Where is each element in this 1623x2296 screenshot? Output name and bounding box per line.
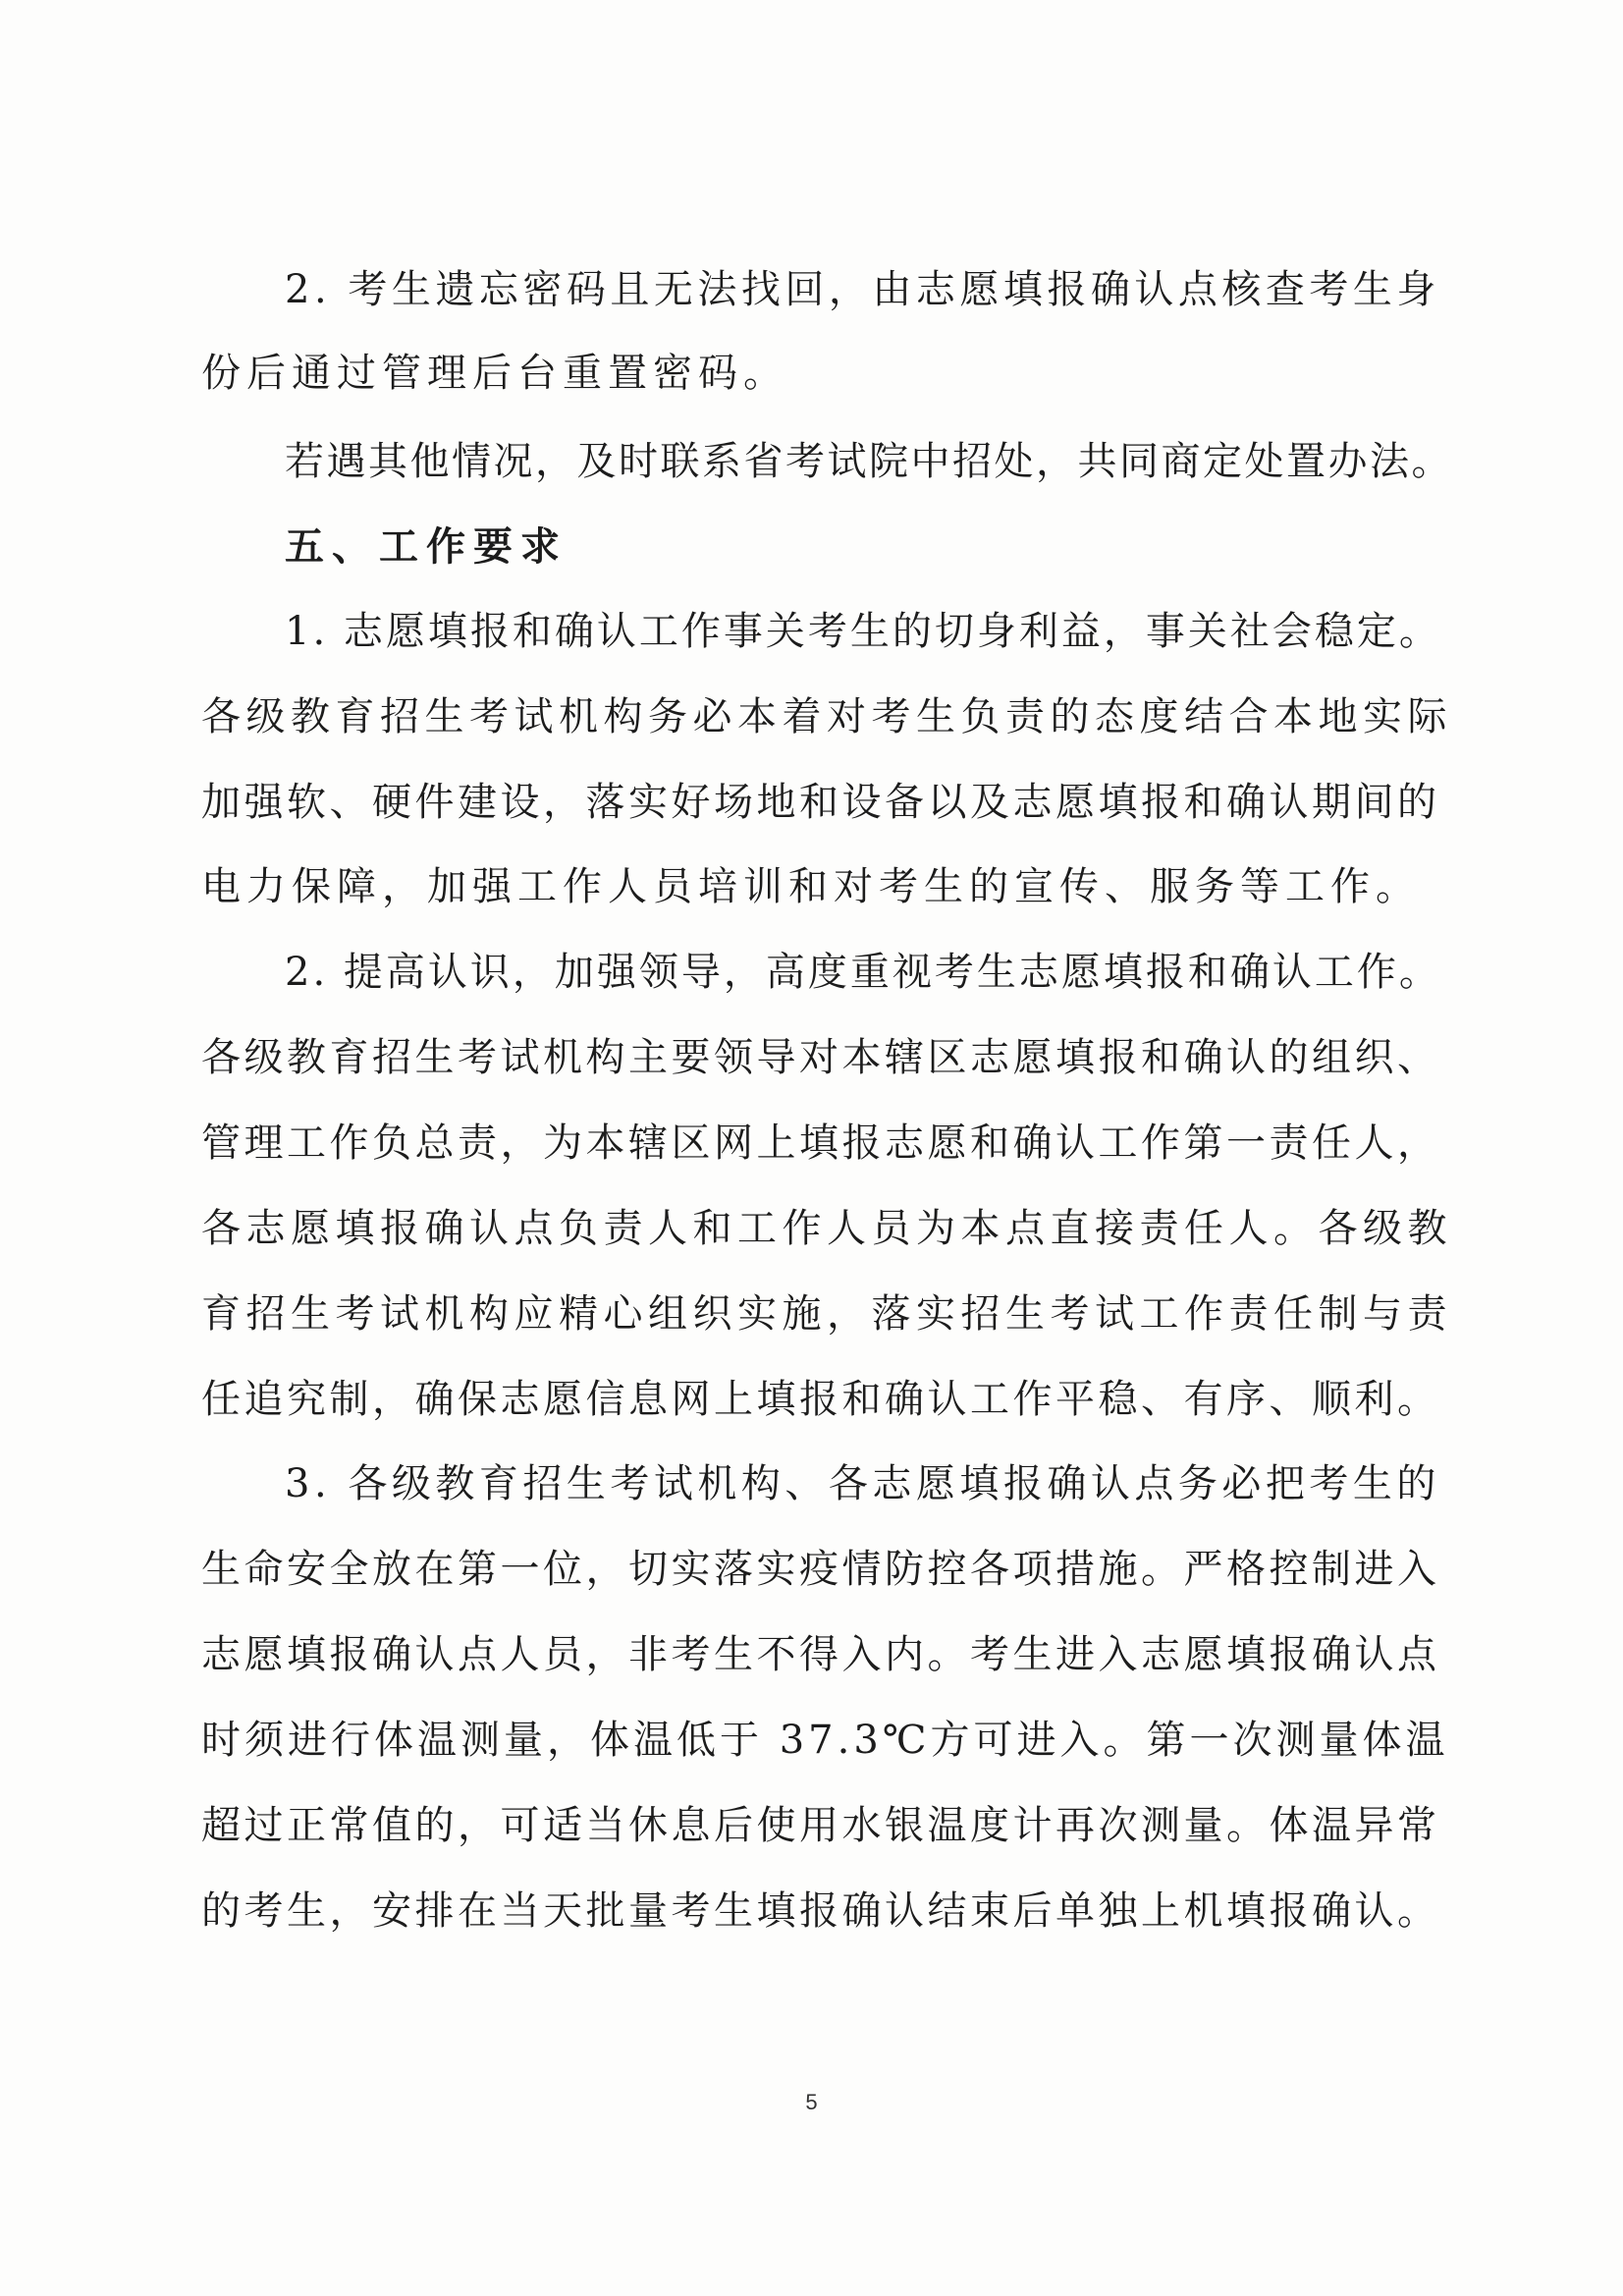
paragraph-line: 2. 考生遗忘密码且无法找回，由志愿填报确认点核查考生身 [285,267,1440,312]
paragraph-line: 2. 提高认识，加强领导，高度重视考生志愿填报和确认工作。 [285,950,1441,995]
paragraph-line: 各级教育招生考试机构务必本着对考生负责的态度结合本地实际 [201,694,1452,739]
page-number: 5 [805,2090,818,2114]
paragraph-line: 3. 各级教育招生考试机构、各志愿填报确认点务必把考生的 [285,1461,1440,1506]
paragraph-line: 加强软、硬件建设，落实好场地和设备以及志愿填报和确认期间的 [201,780,1440,825]
paragraph-line: 生命安全放在第一位，切实落实疫情防控各项措施。严格控制进入 [201,1547,1440,1592]
paragraph-line: 管理工作负总责，为本辖区网上填报志愿和确认工作第一责任人， [201,1121,1440,1166]
paragraph-line: 1. 志愿填报和确认工作事关考生的切身利益，事关社会稳定。 [285,609,1441,654]
paragraph-line: 各级教育招生考试机构主要领导对本辖区志愿填报和确认的组织、 [201,1035,1440,1080]
paragraph-line: 育招生考试机构应精心组织实施，落实招生考试工作责任制与责 [201,1291,1452,1337]
paragraph-line: 超过正常值的，可适当休息后使用水银温度计再次测量。体温异常 [201,1803,1440,1848]
paragraph-line: 份后通过管理后台重置密码。 [201,351,788,396]
paragraph-line: 任追究制，确保志愿信息网上填报和确认工作平稳、有序、顺利。 [201,1377,1440,1422]
paragraph-line: 各志愿填报确认点负责人和工作人员为本点直接责任人。各级教 [201,1206,1452,1251]
paragraph-line: 电力保障，加强工作人员培训和对考生的宣传、服务等工作。 [201,864,1421,909]
section-heading: 五、工作要求 [285,523,568,570]
paragraph-line: 的考生，安排在当天批量考生填报确认结束后单独上机填报确认。 [201,1888,1440,1934]
paragraph-line: 时须进行体温测量，体温低于 37.3℃方可进入。第一次测量体温 [201,1718,1449,1763]
paragraph-line: 若遇其他情况，及时联系省考试院中招处，共同商定处置办法。 [285,439,1453,484]
paragraph-line: 志愿填报确认点人员，非考生不得入内。考生进入志愿填报确认点 [201,1632,1440,1677]
